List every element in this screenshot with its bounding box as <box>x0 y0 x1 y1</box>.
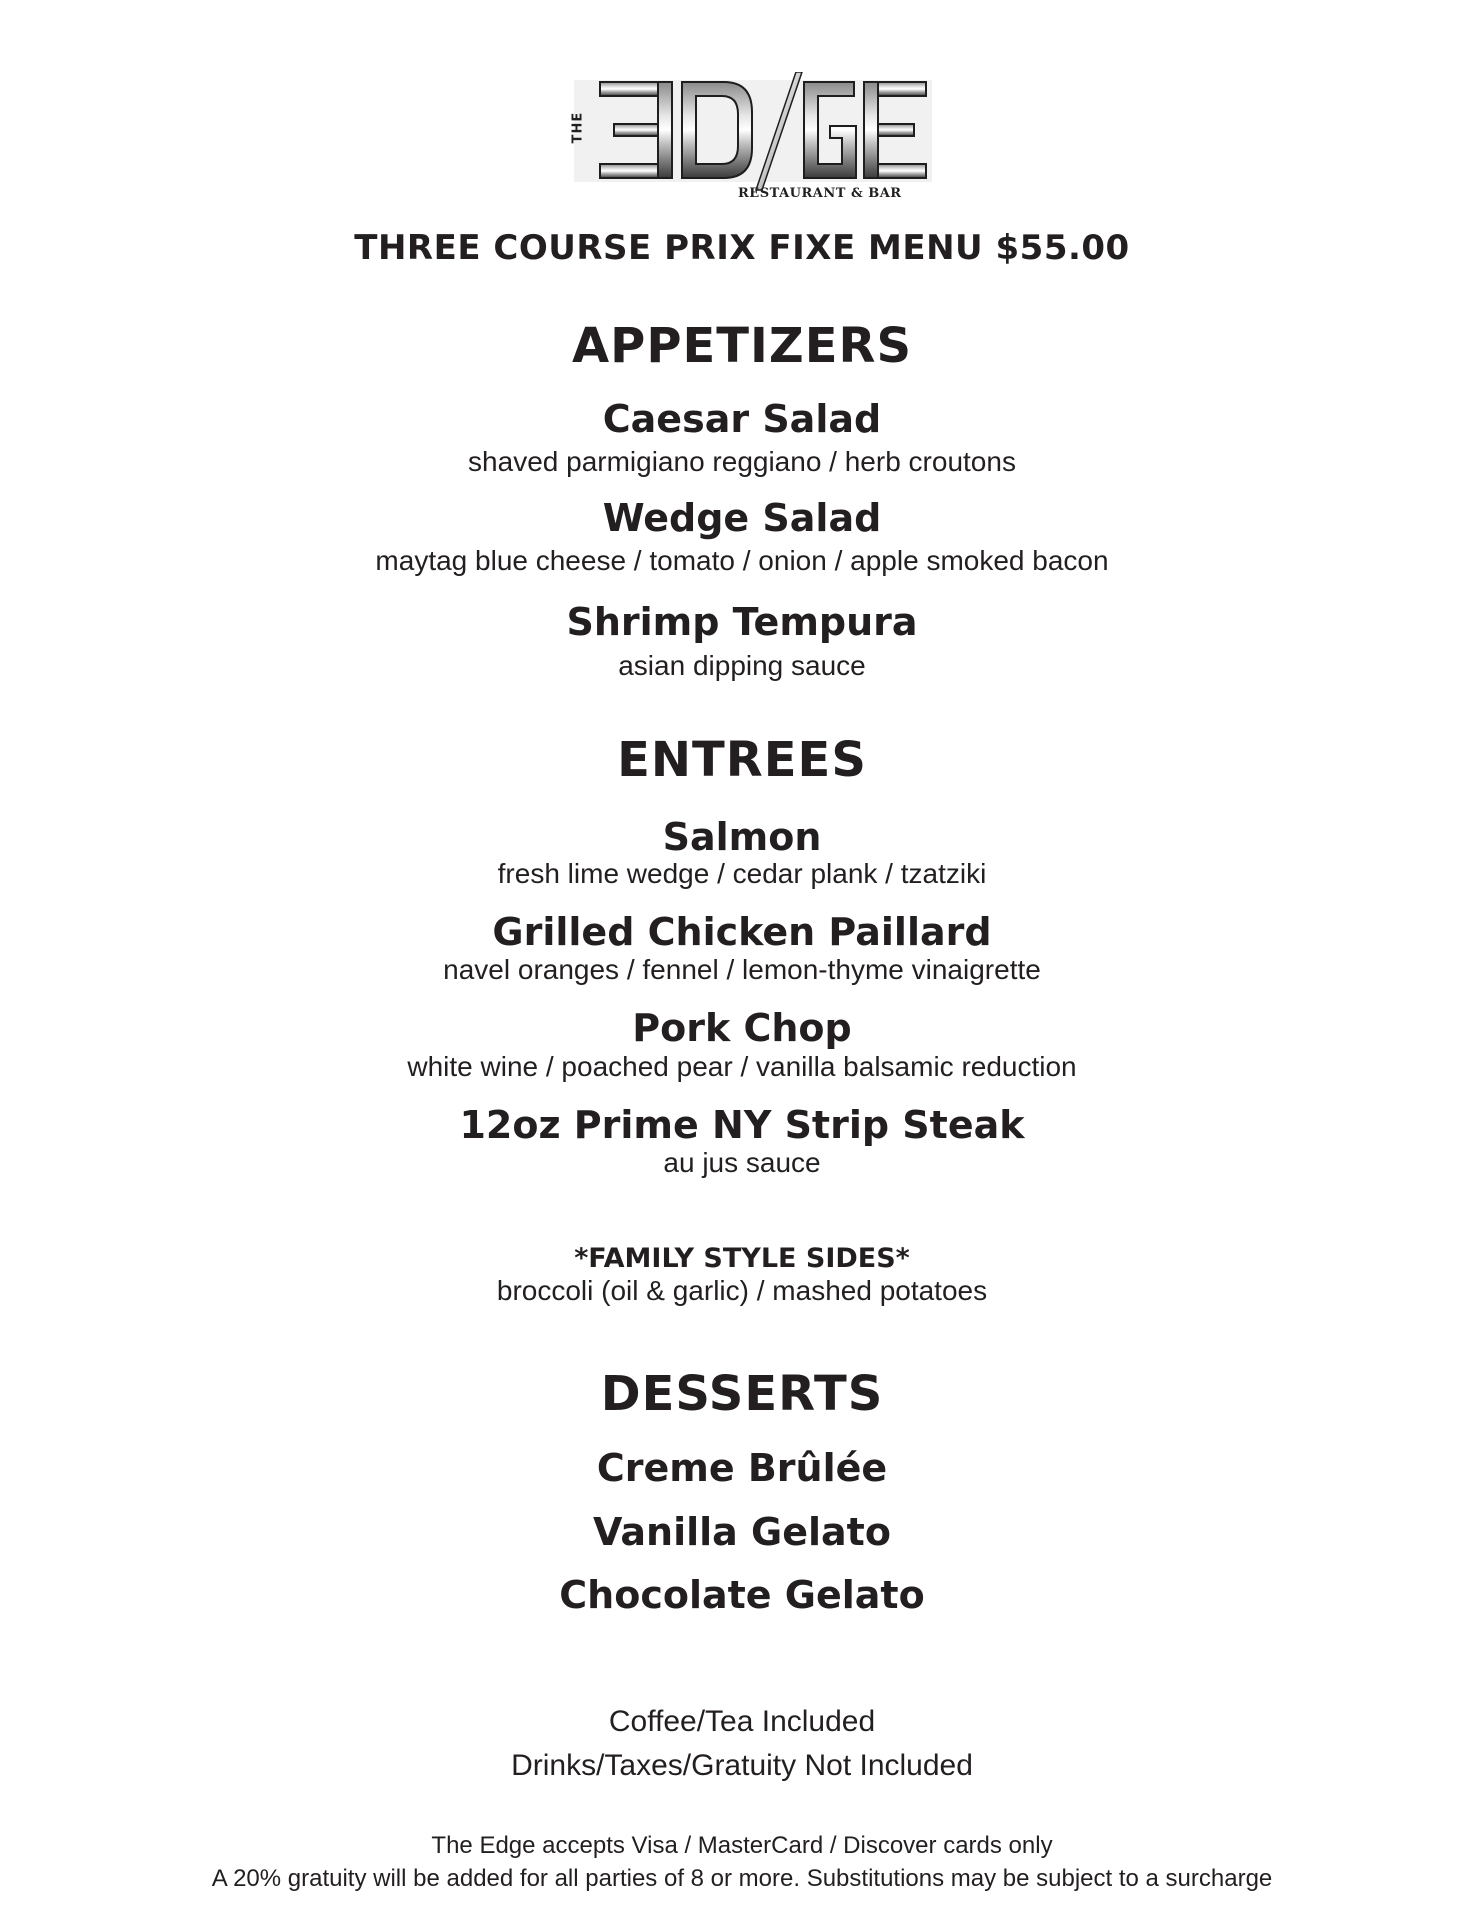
prix-fixe-heading: THREE COURSE PRIX FIXE MENU $55.00 <box>354 228 1130 268</box>
menu-item-desc: white wine / poached pear / vanilla balsamic reduction <box>407 1051 1077 1082</box>
coffee-note: Coffee/Tea Included <box>608 1705 876 1738</box>
section-title-appetizers: APPETIZERS <box>571 318 913 374</box>
menu-item-name: Shrimp Tempura <box>566 600 918 644</box>
menu-item-desc: navel oranges / fennel / lemon-thyme vinaigrette <box>443 954 1041 985</box>
menu-item-desc: au jus sauce <box>663 1147 821 1178</box>
sides-desc: broccoli (oil & garlic) / mashed potatoes <box>496 1275 988 1306</box>
edge-logo-graphic <box>574 72 932 204</box>
menu-item-name: Wedge Salad <box>602 496 882 540</box>
menu-item-desc: fresh lime wedge / cedar plank / tzatziki <box>497 858 987 889</box>
gratuity-note: A 20% gratuity will be added for all parties of 8 or more. Substitutions may be subject to a surcharge <box>211 1865 1273 1892</box>
menu-item-name: Creme Brûlée <box>596 1446 888 1490</box>
logo-tagline: RESTAURANT & BAR <box>738 186 902 201</box>
sides-title: *FAMILY STYLE SIDES* <box>574 1243 910 1274</box>
menu-item-name: Pork Chop <box>632 1006 852 1050</box>
menu-item-name: Vanilla Gelato <box>593 1510 891 1554</box>
menu-item-name: Grilled Chicken Paillard <box>492 910 992 954</box>
menu-item-desc: asian dipping sauce <box>618 650 866 681</box>
section-title-desserts: DESSERTS <box>600 1366 884 1422</box>
section-title-entrees: ENTREES <box>617 732 867 788</box>
menu-item-desc: maytag blue cheese / tomato / onion / apple smoked bacon <box>375 545 1109 576</box>
menu-item-desc: shaved parmigiano reggiano / herb croutons <box>468 446 1016 477</box>
menu-item-name: Salmon <box>662 815 822 859</box>
menu-item-name: Chocolate Gelato <box>559 1573 925 1617</box>
edge-logo <box>570 72 932 204</box>
menu-item-name: Caesar Salad <box>602 397 882 441</box>
payment-note: The Edge accepts Visa / MasterCard / Discover cards only <box>431 1832 1053 1859</box>
menu-item-name: 12oz Prime NY Strip Steak <box>459 1103 1025 1147</box>
logo-small-text: THE <box>570 111 586 144</box>
drinks-note: Drinks/Taxes/Gratuity Not Included <box>511 1749 973 1782</box>
